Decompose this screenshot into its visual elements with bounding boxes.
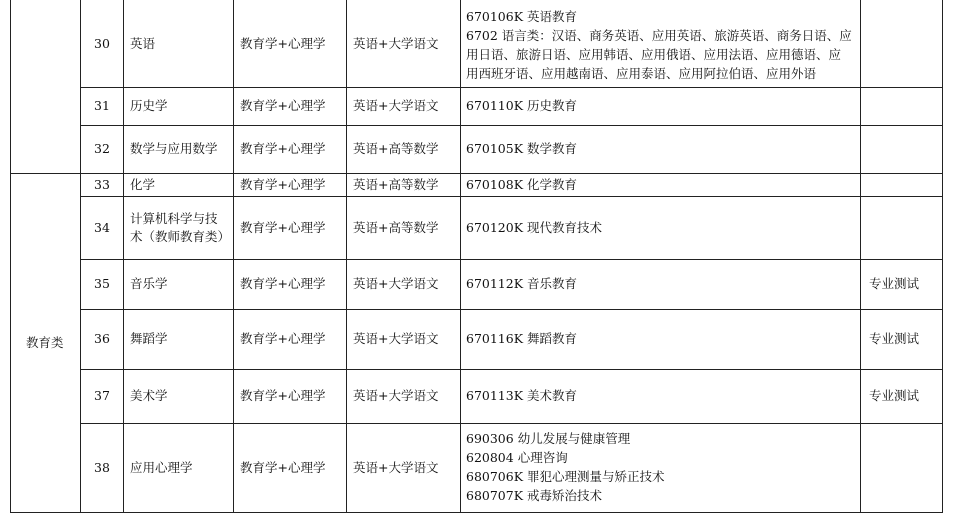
row-number: 35 [94, 276, 110, 291]
vocational-major-code: 670105K 数学教育 [466, 141, 578, 156]
major-name: 化学 [130, 176, 156, 192]
grid-line-row [80, 87, 943, 88]
note-professional-test: 专业测试 [869, 331, 920, 346]
vocational-major-code: 620804 心理咨询 [466, 449, 568, 465]
major-name: 英语 [130, 35, 156, 51]
exam-subjects-1: 教育学+心理学 [240, 141, 326, 156]
grid-line-left-edge [10, 0, 11, 512]
grid-line-row [80, 309, 943, 310]
row-number: 33 [94, 176, 110, 192]
row-number: 30 [94, 35, 110, 51]
major-name: 数学与应用数学 [130, 141, 218, 156]
exam-subjects-2: 英语+高等数学 [353, 219, 439, 235]
exam-subjects-2: 英语+高等数学 [353, 176, 439, 192]
exam-subjects-1: 教育学+心理学 [240, 176, 326, 192]
major-name: 应用心理学 [130, 459, 193, 475]
exam-subjects-1: 教育学+心理学 [240, 35, 326, 51]
grid-line-row [10, 173, 943, 174]
vocational-major-code: 670110K 历史教育 [466, 98, 578, 113]
exam-subjects-2: 英语+大学语文 [353, 388, 439, 403]
major-name: 美术学 [130, 388, 168, 403]
row-number: 37 [94, 388, 110, 403]
exam-subjects-1: 教育学+心理学 [240, 276, 326, 291]
vocational-major-code: 690306 幼儿发展与健康管理 [466, 430, 631, 446]
vocational-major-code: 用日语、旅游日语、应用韩语、应用俄语、应用法语、应用德语、应 [466, 47, 842, 62]
vocational-major-code: 670112K 音乐教育 [466, 276, 578, 291]
vocational-major-code: 680707K 戒毒矫治技术 [466, 487, 603, 503]
row-number: 31 [94, 98, 110, 113]
exam-subjects-2: 英语+大学语文 [353, 98, 439, 113]
grid-line-exam2 [460, 0, 461, 512]
vocational-major-code: 680706K 罪犯心理测量与矫正技术 [466, 468, 665, 484]
vocational-major-code: 670120K 现代教育技术 [466, 219, 603, 235]
exam-subjects-1: 教育学+心理学 [240, 459, 326, 475]
exam-subjects-2: 英语+大学语文 [353, 276, 439, 291]
row-number: 38 [94, 459, 110, 475]
row-number: 34 [94, 219, 110, 235]
grid-line-row [80, 125, 943, 126]
vocational-major-code: 670113K 美术教育 [466, 388, 578, 403]
category-label: 教育类 [26, 334, 64, 350]
vocational-major-code: 670106K 英语教育 [466, 9, 578, 24]
grid-line-row [80, 196, 943, 197]
major-name: 历史学 [130, 98, 168, 113]
note-professional-test: 专业测试 [869, 388, 920, 403]
exam-subjects-2: 英语+大学语文 [353, 35, 439, 51]
row-number: 36 [94, 331, 110, 346]
exam-subjects-2: 英语+大学语文 [353, 331, 439, 346]
exam-subjects-1: 教育学+心理学 [240, 388, 326, 403]
major-name: 舞蹈学 [130, 331, 168, 346]
exam-subjects-1: 教育学+心理学 [240, 219, 326, 235]
grid-line-number [123, 0, 124, 512]
major-name: 音乐学 [130, 276, 168, 291]
vocational-major-code: 670116K 舞蹈教育 [466, 331, 578, 346]
exam-subjects-1: 教育学+心理学 [240, 331, 326, 346]
grid-line-row [80, 369, 943, 370]
exam-subjects-1: 教育学+心理学 [240, 98, 326, 113]
vocational-major-code: 用西班牙语、应用越南语、应用泰语、应用阿拉伯语、应用外语 [466, 66, 817, 81]
grid-line-category [80, 0, 81, 512]
major-name: 术（教师教育类） [130, 228, 231, 244]
grid-line-right-edge [942, 0, 943, 512]
exam-subjects-2: 英语+大学语文 [353, 459, 439, 475]
grid-line-major [233, 0, 234, 512]
vocational-major-code: 670108K 化学教育 [466, 176, 578, 192]
row-number: 32 [94, 141, 110, 156]
note-professional-test: 专业测试 [869, 276, 920, 291]
grid-line-row [80, 423, 943, 424]
vocational-major-code: 6702 语言类：汉语、商务英语、应用英语、旅游英语、商务日语、应 [466, 28, 852, 43]
grid-line-row [80, 259, 943, 260]
exam-subjects-2: 英语+高等数学 [353, 141, 439, 156]
grid-line-exam1 [346, 0, 347, 512]
grid-line-codes [860, 0, 861, 512]
grid-line-row [10, 512, 943, 513]
major-name: 计算机科学与技 [130, 210, 218, 226]
